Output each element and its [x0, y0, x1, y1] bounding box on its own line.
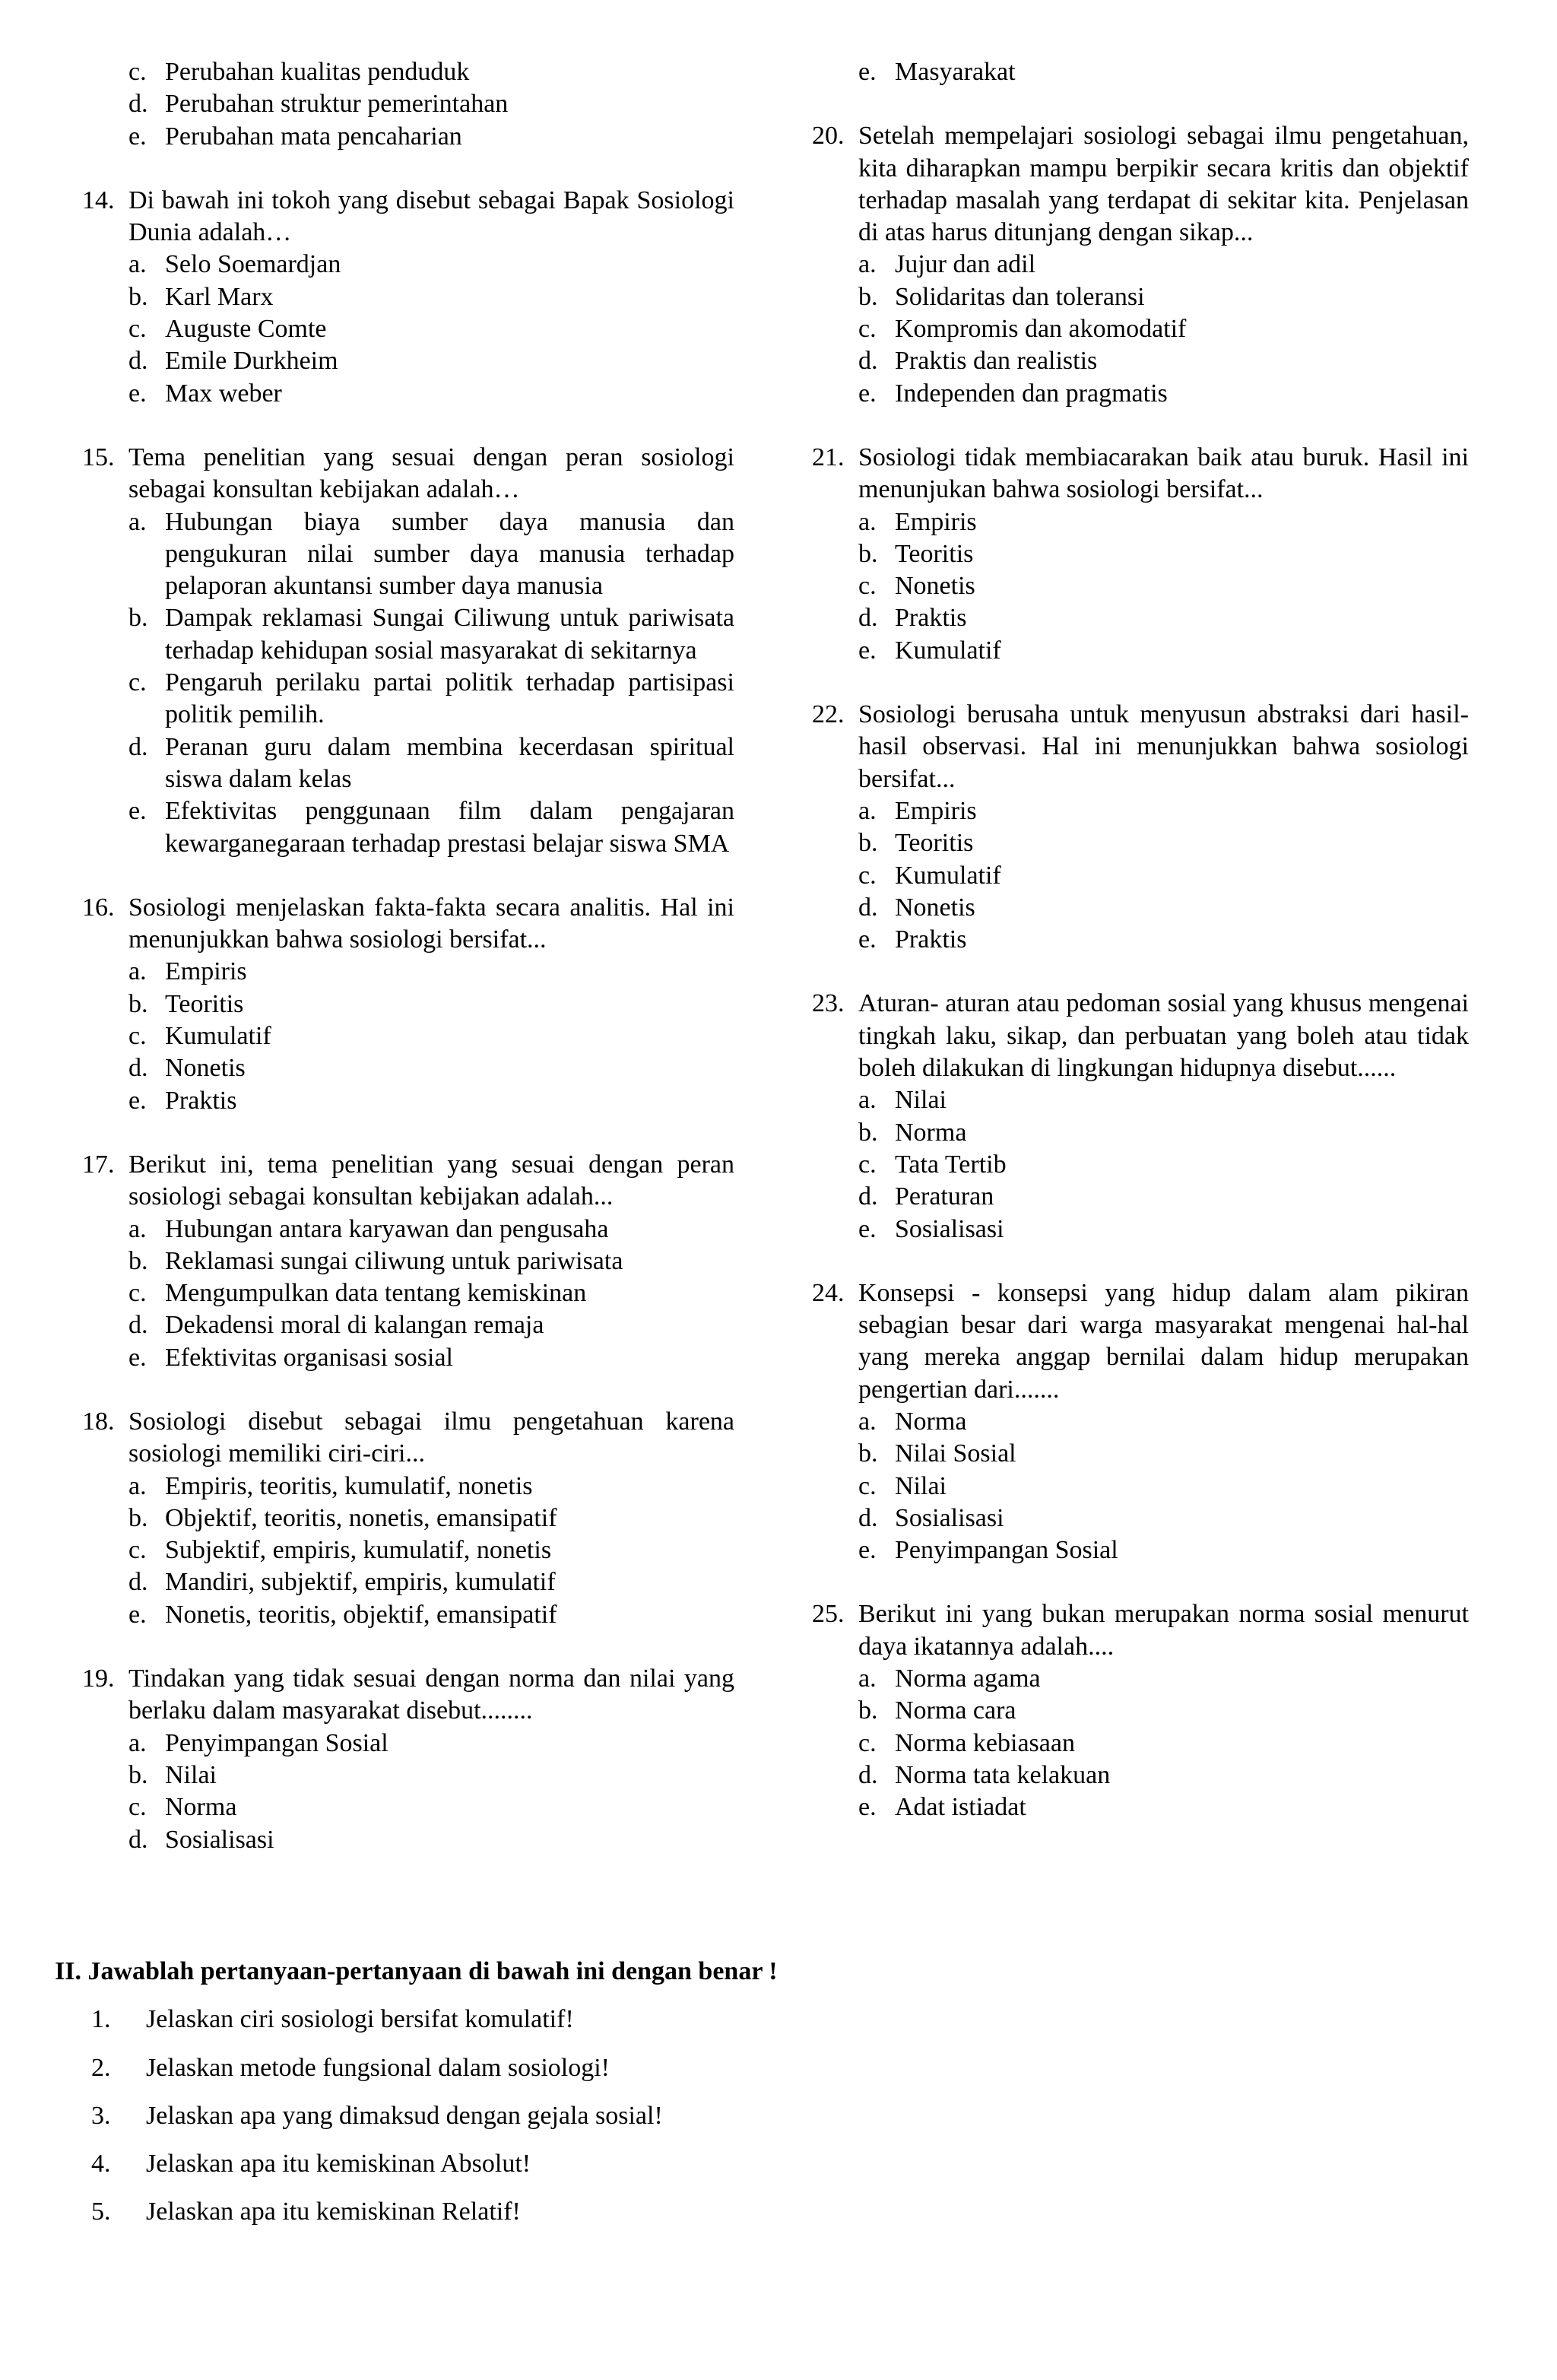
question-text: Sosiologi berusaha untuk menyusun abstraksi dari hasil-hasil observasi. Hal ini menunjukkan bahwa sosiologi bersifat... [858, 700, 1469, 793]
option-letter: d. [858, 1760, 878, 1789]
essay-question-number: 4. [91, 2150, 111, 2178]
option-text: Hubungan antara karyawan dan pengusaha [165, 1214, 609, 1243]
question-number: 14. [82, 186, 115, 214]
option-letter: d. [858, 347, 878, 376]
option-text: Efektivitas organisasi sosial [165, 1343, 453, 1372]
answer-option [858, 1760, 1469, 1791]
option-text: Nilai Sosial [895, 1439, 1016, 1468]
option-text: Empiris, teoritis, kumulatif, nonetis [165, 1471, 533, 1500]
answer-option [128, 1277, 734, 1309]
option-text: Auguste Comte [165, 315, 327, 344]
question-text: Aturan- aturan atau pedoman sosial yang khusus mengenai tingkah laku, sikap, dan perbuatan yang boleh atau tidak boleh dilakukan di lingkungan hidupnya disebut...... [858, 989, 1469, 1083]
option-text: Karl Marx [165, 282, 274, 311]
answer-option [128, 1791, 734, 1823]
option-text: Norma agama [895, 1664, 1041, 1693]
answer-option [82, 56, 734, 88]
answer-option [858, 281, 1469, 313]
option-letter: e. [858, 636, 877, 665]
option-letter: b. [858, 539, 878, 568]
option-text: Max weber [165, 379, 282, 408]
question-item [82, 185, 734, 410]
question-continuation [812, 56, 1469, 88]
answer-option [128, 506, 734, 603]
answer-option [858, 1534, 1469, 1566]
option-text: Nonetis [895, 893, 975, 922]
question-text: Sosiologi disebut sebagai ilmu pengetahuan karena sosiologi memiliki ciri-ciri... [128, 1407, 734, 1468]
option-letter: a. [128, 250, 147, 279]
option-letter: e. [858, 925, 877, 954]
answer-option [858, 1471, 1469, 1503]
option-letter: b. [858, 282, 878, 311]
option-text: Perubahan struktur pemerintahan [165, 90, 509, 119]
option-letter: b. [858, 829, 878, 858]
question-item [82, 1149, 734, 1374]
answer-option [128, 281, 734, 313]
question-item [812, 988, 1469, 1245]
option-text: Mandiri, subjektif, empiris, kumulatif [165, 1568, 556, 1597]
option-text: Pengaruh perilaku partai politik terhadap partisipasi politik pemilih. [165, 668, 734, 729]
option-text: Norma [895, 1407, 967, 1436]
essay-question-number: 5. [91, 2198, 111, 2226]
essay-question [55, 2196, 1484, 2228]
option-text: Nonetis [895, 572, 975, 601]
essay-question-number: 1. [91, 2005, 111, 2034]
answer-option [128, 988, 734, 1020]
question-text: Tema penelitian yang sesuai dengan peran sosiologi sebagai konsultan kebijakan adalah… [128, 443, 734, 504]
question-text: Di bawah ini tokoh yang disebut sebagai Bapak Sosiologi Dunia adalah… [128, 186, 734, 247]
essay-question-number: 3. [91, 2101, 111, 2130]
answer-option [128, 1246, 734, 1277]
question-number: 24. [812, 1278, 845, 1307]
option-text: Kumulatif [165, 1022, 271, 1051]
option-text: Independen dan pragmatis [895, 379, 1168, 408]
answer-option [128, 1824, 734, 1856]
option-letter: a. [128, 1471, 147, 1500]
option-text: Objektif, teoritis, nonetis, emansipatif [165, 1503, 557, 1532]
question-number: 19. [82, 1664, 115, 1693]
essay-question-number: 2. [91, 2053, 111, 2082]
essay-section [55, 1956, 1484, 2245]
option-text: Nilai [895, 1086, 947, 1115]
option-letter: c. [128, 315, 147, 344]
left-column [82, 56, 734, 1888]
option-text: Adat istiadat [895, 1793, 1026, 1822]
option-letter: c. [858, 315, 877, 344]
answer-option [82, 88, 734, 120]
answer-option [858, 1728, 1469, 1760]
answer-option [858, 1181, 1469, 1213]
question-number: 23. [812, 989, 845, 1018]
option-text: Nilai [165, 1760, 217, 1789]
answer-option-body [858, 56, 1469, 88]
question-number: 16. [82, 893, 115, 922]
option-letter: d. [128, 1054, 148, 1083]
option-text: Reklamasi sungai ciliwung untuk pariwisata [165, 1246, 623, 1275]
answer-option [858, 924, 1469, 956]
option-letter: c. [128, 1022, 147, 1051]
option-text: Teoritis [165, 989, 244, 1018]
option-text: Empiris [895, 796, 977, 825]
answer-option [858, 570, 1469, 602]
answer-option [858, 1149, 1469, 1181]
answer-option [128, 1052, 734, 1084]
question-number: 15. [82, 443, 115, 471]
essay-question [55, 2004, 1484, 2036]
question-number: 20. [812, 122, 845, 151]
essay-question [55, 2148, 1484, 2180]
answer-option [128, 249, 734, 281]
question-item [812, 120, 1469, 410]
answer-option [858, 1791, 1469, 1823]
answer-option [128, 1599, 734, 1631]
option-letter: b. [128, 1503, 148, 1532]
answer-option [858, 506, 1469, 538]
essay-section-title: II. Jawablah pertanyaan-pertanyaan di bawah ini dengan benar ! [55, 1957, 778, 1985]
answer-option [858, 1503, 1469, 1534]
option-letter: e. [128, 797, 147, 826]
option-letter: d. [128, 732, 148, 761]
question-number: 22. [812, 700, 845, 729]
option-text: Mengumpulkan data tentang kemiskinan [165, 1279, 587, 1308]
option-text: Kumulatif [895, 861, 1001, 890]
essay-question-text: Jelaskan apa yang dimaksud dengan gejala sosial! [146, 2101, 663, 2130]
option-letter: b. [128, 1760, 148, 1789]
answer-option [128, 667, 734, 731]
option-text: Nilai [895, 1471, 947, 1500]
option-text: Dampak reklamasi Sungai Ciliwung untuk pariwisata terhadap kehidupan sosial masyarakat di sekitarnya [165, 604, 734, 665]
question-item [82, 1663, 734, 1856]
answer-option [128, 1471, 734, 1503]
question-number: 18. [82, 1407, 115, 1436]
answer-option [128, 1214, 734, 1246]
option-text: Sosialisasi [165, 1825, 274, 1854]
question-item [82, 1406, 734, 1631]
essay-question [55, 2100, 1484, 2132]
option-letter: d. [128, 1311, 148, 1340]
option-letter: a. [858, 250, 877, 279]
answer-option [858, 892, 1469, 924]
option-letter: d. [128, 90, 148, 119]
answer-option [128, 602, 734, 667]
option-text: Norma tata kelakuan [895, 1760, 1111, 1789]
option-letter: c. [858, 1728, 877, 1757]
option-text: Perubahan mata pencaharian [165, 122, 462, 151]
option-letter: a. [128, 1214, 147, 1243]
option-letter: e. [128, 1600, 147, 1629]
option-letter: a. [858, 1407, 877, 1436]
answer-option [858, 538, 1469, 570]
answer-option [858, 1214, 1469, 1246]
question-text: Berikut ini, tema penelitian yang sesuai dengan peran sosiologi sebagai konsultan kebijakan adalah... [128, 1150, 734, 1211]
option-text: Selo Soemardjan [165, 250, 341, 279]
answer-option [858, 313, 1469, 345]
option-letter: e. [858, 379, 877, 408]
option-text: Penyimpangan Sosial [165, 1728, 388, 1757]
option-text: Sosialisasi [895, 1214, 1004, 1243]
answer-option-body [128, 56, 734, 88]
option-text: Nonetis [165, 1054, 246, 1083]
answer-option [812, 56, 1469, 88]
option-text: Penyimpangan Sosial [895, 1536, 1118, 1565]
answer-option [128, 1566, 734, 1598]
option-text: Jujur dan adil [895, 250, 1036, 279]
answer-option [128, 1503, 734, 1534]
answer-option [858, 1663, 1469, 1695]
option-letter: b. [128, 1246, 148, 1275]
answer-option [858, 1117, 1469, 1149]
option-letter: a. [128, 957, 147, 986]
option-letter: e. [858, 1536, 877, 1565]
option-letter: c. [858, 1471, 877, 1500]
question-item [812, 1277, 1469, 1567]
option-letter: a. [858, 1086, 877, 1115]
option-letter: d. [128, 347, 148, 376]
answer-option [128, 956, 734, 988]
option-text: Tata Tertib [895, 1150, 1007, 1179]
answer-option [858, 827, 1469, 859]
option-letter: a. [858, 1664, 877, 1693]
option-text: Empiris [895, 507, 977, 536]
option-text: Norma kebiasaan [895, 1728, 1075, 1757]
option-text: Teoritis [895, 539, 974, 568]
question-item [82, 442, 734, 860]
option-letter: a. [858, 507, 877, 536]
option-letter: c. [128, 1279, 147, 1308]
answer-option [858, 1438, 1469, 1470]
answer-option [128, 1020, 734, 1052]
option-letter: d. [128, 1825, 148, 1854]
option-letter: b. [128, 989, 148, 1018]
option-letter: b. [858, 1439, 878, 1468]
option-text: Praktis [895, 925, 967, 954]
answer-option [858, 345, 1469, 377]
option-letter: c. [858, 1150, 877, 1179]
option-letter: d. [128, 1568, 148, 1597]
option-text: Hubungan biaya sumber daya manusia dan pengukuran nilai sumber daya manusia terhadap pelaporan akuntansi sumber daya manusia [165, 507, 734, 601]
right-column [812, 56, 1469, 1856]
option-letter: d. [858, 1503, 878, 1532]
option-letter: b. [128, 282, 148, 311]
option-letter: c. [858, 572, 877, 601]
question-text: Sosiologi tidak membiacarakan baik atau buruk. Hasil ini menunjukan bahwa sosiologi bersifat... [858, 443, 1469, 504]
answer-option [128, 1534, 734, 1566]
answer-option [128, 345, 734, 377]
option-text: Norma cara [895, 1696, 1016, 1725]
option-letter: a. [128, 507, 147, 536]
option-letter: e. [128, 1343, 147, 1372]
option-text: Norma [165, 1793, 237, 1822]
answer-option [858, 860, 1469, 892]
option-letter: d. [858, 1182, 878, 1211]
question-continuation [82, 56, 734, 153]
answer-option [128, 795, 734, 860]
answer-option-body [128, 88, 734, 120]
option-letter: a. [858, 796, 877, 825]
option-letter: b. [128, 604, 148, 633]
question-number: 25. [812, 1600, 845, 1629]
option-text: Sosialisasi [895, 1503, 1004, 1532]
option-text: Efektivitas penggunaan film dalam pengajaran kewarganegaraan terhadap prestasi belajar siswa SMA [165, 797, 734, 858]
option-letter: b. [858, 1696, 878, 1725]
option-letter: a. [128, 1728, 147, 1757]
question-item [812, 1598, 1469, 1823]
option-text: Peranan guru dalam membina kecerdasan spiritual siswa dalam kelas [165, 732, 734, 793]
option-letter: e. [858, 1793, 877, 1822]
option-letter: e. [128, 122, 147, 151]
option-text: Masyarakat [895, 58, 1016, 86]
answer-option [858, 1406, 1469, 1438]
option-text: Teoritis [895, 829, 974, 858]
option-letter: c. [128, 58, 147, 86]
option-letter: c. [128, 1536, 147, 1565]
answer-option [128, 1342, 734, 1374]
option-letter: e. [858, 1214, 877, 1243]
option-text: Solidaritas dan toleransi [895, 282, 1145, 311]
answer-option [858, 1695, 1469, 1727]
answer-option [128, 1760, 734, 1791]
option-text: Kompromis dan akomodatif [895, 315, 1187, 344]
option-text: Peraturan [895, 1182, 994, 1211]
option-text: Dekadensi moral di kalangan remaja [165, 1311, 544, 1340]
essay-question-text: Jelaskan metode fungsional dalam sosiologi! [146, 2053, 610, 2082]
question-text: Sosiologi menjelaskan fakta-fakta secara analitis. Hal ini menunjukkan bahwa sosiologi bersifat... [128, 893, 734, 954]
question-text: Setelah mempelajari sosiologi sebagai ilmu pengetahuan, kita diharapkan mampu berpikir secara kritis dan objektif terhadap masalah yang terdapat di sekitar kita. Penjelasan di atas harus ditunjang dengan sikap... [858, 122, 1469, 247]
option-text: Empiris [165, 957, 247, 986]
answer-option [858, 1084, 1469, 1116]
essay-question-text: Jelaskan apa itu kemiskinan Absolut! [146, 2150, 531, 2178]
option-letter: c. [128, 668, 147, 697]
option-letter: e. [858, 58, 877, 86]
option-letter: c. [858, 861, 877, 890]
answer-option-body [128, 121, 734, 153]
option-text: Subjektif, empiris, kumulatif, nonetis [165, 1536, 552, 1565]
answer-option [858, 602, 1469, 634]
question-text: Berikut ini yang bukan merupakan norma sosial menurut daya ikatannya adalah.... [858, 1600, 1469, 1661]
answer-option [128, 378, 734, 410]
question-number: 21. [812, 443, 845, 471]
essay-list [55, 2004, 1484, 2228]
answer-option [128, 1728, 734, 1760]
option-text: Praktis dan realistis [895, 347, 1098, 376]
essay-question-text: Jelaskan apa itu kemiskinan Relatif! [146, 2198, 521, 2226]
question-number: 17. [82, 1150, 115, 1179]
answer-option [128, 1309, 734, 1341]
option-letter: c. [128, 1793, 147, 1822]
option-letter: e. [128, 379, 147, 408]
essay-question [55, 2052, 1484, 2084]
option-letter: e. [128, 1086, 147, 1115]
option-text: Perubahan kualitas penduduk [165, 58, 470, 86]
question-item [82, 892, 734, 1117]
essay-question-text: Jelaskan ciri sosiologi bersifat komulatif! [146, 2005, 574, 2034]
option-letter: b. [858, 1118, 878, 1147]
answer-option [858, 795, 1469, 827]
answer-option [858, 378, 1469, 410]
answer-option [128, 731, 734, 796]
option-text: Kumulatif [895, 636, 1001, 665]
answer-option [858, 249, 1469, 281]
question-item [812, 699, 1469, 956]
answer-option [82, 121, 734, 153]
question-text: Tindakan yang tidak sesuai dengan norma dan nilai yang berlaku dalam masyarakat disebut........ [128, 1664, 734, 1725]
option-text: Emile Durkheim [165, 347, 338, 376]
option-letter: d. [858, 893, 878, 922]
answer-option [128, 1085, 734, 1117]
option-text: Norma [895, 1118, 967, 1147]
answer-option [858, 635, 1469, 667]
question-item [812, 442, 1469, 667]
option-letter: d. [858, 604, 878, 633]
option-text: Nonetis, teoritis, objektif, emansipatif [165, 1600, 557, 1629]
answer-option [128, 313, 734, 345]
option-text: Praktis [895, 604, 967, 633]
option-text: Praktis [165, 1086, 237, 1115]
question-text: Konsepsi - konsepsi yang hidup dalam alam pikiran sebagian besar dari warga masyarakat mengenai hal-hal yang mereka anggap bernilai dalam hidup merupakan pengertian dari....... [858, 1278, 1469, 1404]
